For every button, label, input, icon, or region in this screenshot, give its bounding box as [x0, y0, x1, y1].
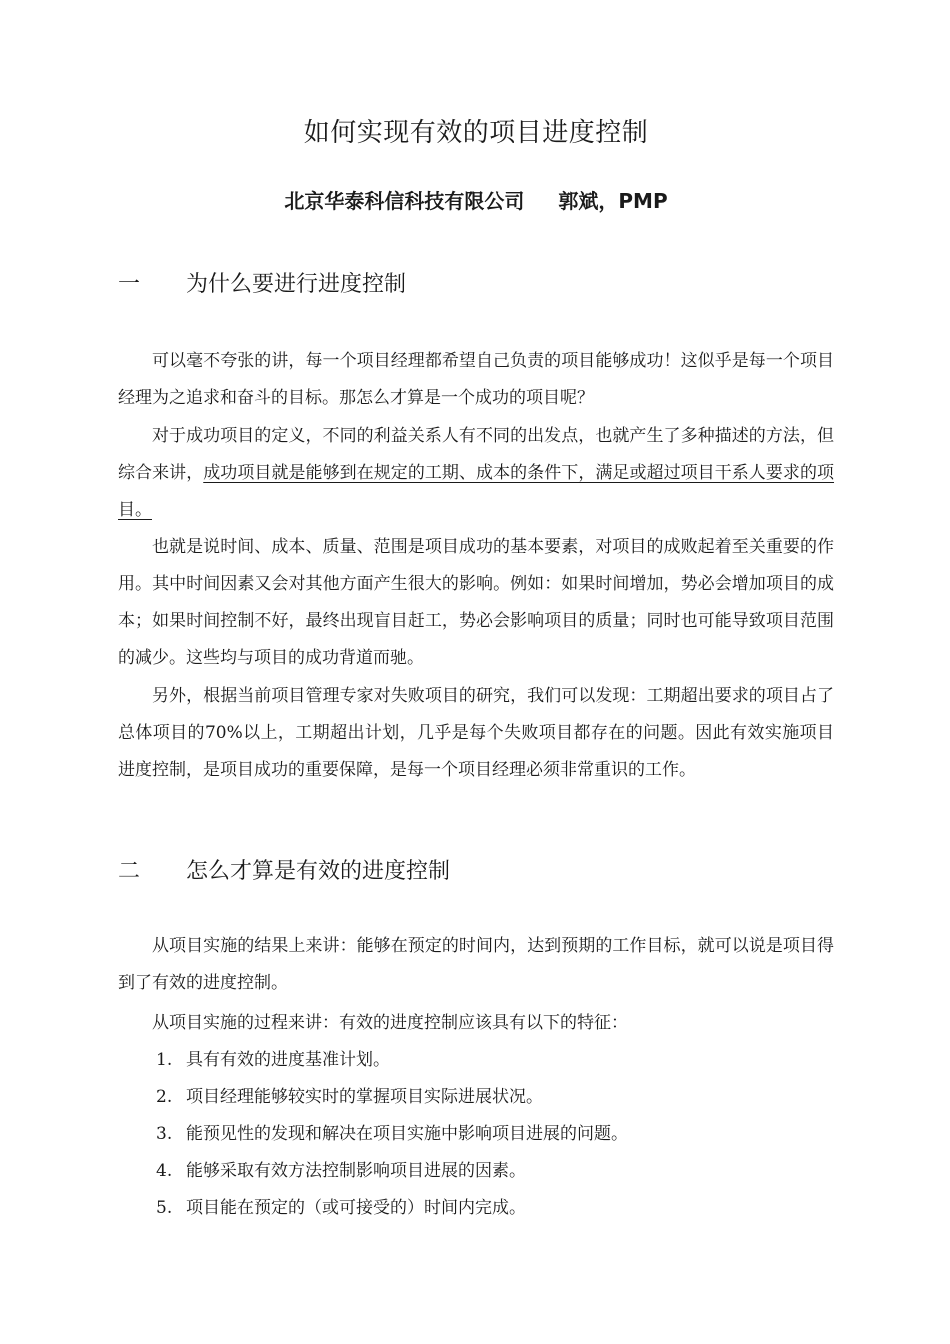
list-item [118, 1042, 834, 1079]
company-name: 北京华泰科信科技有限公司 [284, 189, 525, 213]
list-text: 项目经理能够较实时的掌握项目实际进展状况。 [186, 1087, 543, 1107]
list-number: 3. [156, 1124, 173, 1144]
paragraph [118, 418, 834, 529]
section-number: 一 [118, 272, 141, 297]
section-number: 二 [118, 859, 141, 884]
list-text: 能预见性的发现和解决在项目实施中影响项目进展的问题。 [186, 1124, 628, 1144]
list-number: 4. [156, 1161, 173, 1181]
list-text: 项目能在预定的（或可接受的）时间内完成。 [186, 1198, 526, 1218]
section-title: 为什么要进行进度控制 [186, 272, 407, 297]
list-item [118, 1153, 834, 1190]
paragraph: 从项目实施的过程来讲：有效的进度控制应该具有以下的特征： [152, 1013, 628, 1033]
paragraph-text: 对于成功项目的定义，不同的利益关系人有不同的出发点，也就产生了多种描述的方法，但综合来讲， [118, 426, 834, 483]
list-text: 具有有效的进度基准计划。 [186, 1050, 390, 1070]
document-byline [118, 184, 834, 218]
list-number: 5. [156, 1198, 173, 1218]
feature-list [118, 1042, 834, 1227]
underlined-definition: 成功项目就是能够到在规定的工期、成本的条件下，满足或超过项目干系人要求的项目。 [118, 463, 835, 520]
paragraph: 可以毫不夸张的讲，每一个项目经理都希望自己负责的项目能够成功！这似乎是每一个项目经理为之追求和奋斗的目标。那怎么才算是一个成功的项目呢？ [118, 351, 834, 408]
list-number: 2. [156, 1087, 173, 1107]
paragraph: 也就是说时间、成本、质量、范围是项目成功的基本要素，对项目的成败起着至关重要的作用。其中时间因素又会对其他方面产生很大的影响。例如：如果时间增加，势必会增加项目的成本；如果时间控制不好，最终出现盲目赶工，势必会影响项目的质量；同时也可能导致项目范围的减少。这些均与项目的成功背道而驰。 [118, 537, 834, 668]
section-heading-1 [118, 268, 834, 302]
list-text: 能够采取有效方法控制影响项目进展的因素。 [186, 1161, 526, 1181]
list-item [118, 1190, 834, 1227]
author-name: 郭斌，PMP [558, 189, 668, 213]
paragraph: 从项目实施的结果上来讲：能够在预定的时间内，达到预期的工作目标，就可以说是项目得到了有效的进度控制。 [118, 936, 834, 993]
list-item [118, 1116, 834, 1153]
paragraph: 另外，根据当前项目管理专家对失败项目的研究，我们可以发现：工期超出要求的项目占了总体项目的70%以上，工期超出计划，几乎是每个失败项目都存在的问题。因此有效实施项目进度控制，是项目成功的重要保障，是每一个项目经理必须非常重识的工作。 [118, 686, 834, 780]
section-heading-2 [118, 855, 834, 889]
section-title: 怎么才算是有效的进度控制 [186, 859, 451, 884]
document-title: 如何实现有效的项目进度控制 [303, 118, 649, 148]
list-number: 1. [156, 1050, 173, 1070]
list-item [118, 1079, 834, 1116]
